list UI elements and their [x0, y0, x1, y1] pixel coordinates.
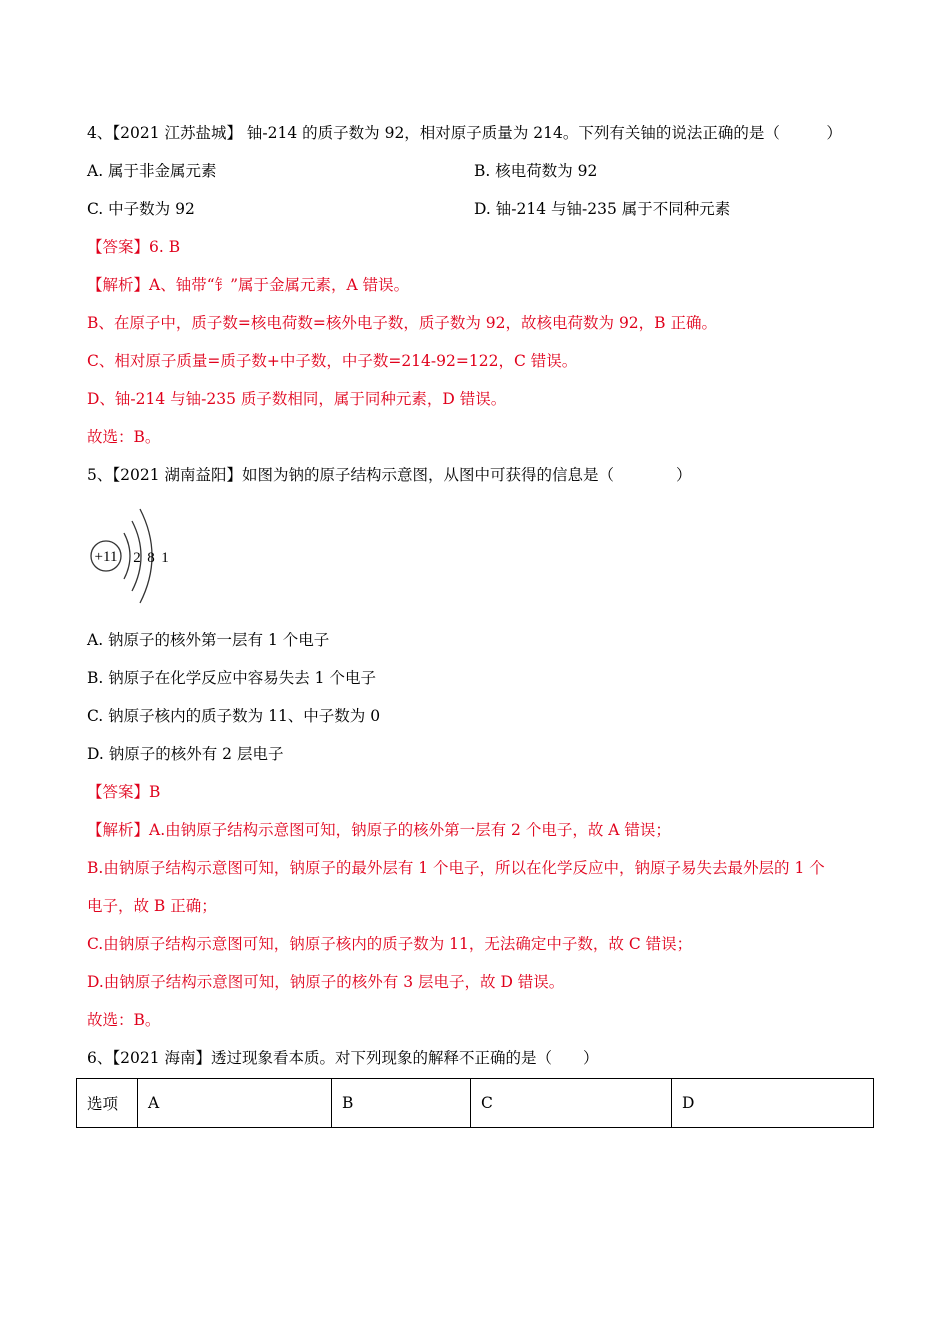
q5-option-c: C. 钠原子核内的质子数为 11、中子数为 0	[87, 707, 381, 725]
nucleus-charge-label: +11	[94, 549, 118, 565]
q4-option-a: A. 属于非金属元素	[87, 162, 217, 180]
q5-option-d: D. 钠原子的核外有 2 层电子	[87, 745, 284, 763]
q5-analysis-line: D.由钠原子结构示意图可知，钠原子的核外有 3 层电子，故 D 错误。	[87, 973, 565, 991]
q4-option-b: B. 核电荷数为 92	[474, 162, 598, 180]
shell-1-electrons: 2	[133, 550, 141, 566]
q5-option-b: B. 钠原子在化学反应中容易失去 1 个电子	[87, 669, 376, 687]
q4-option-d: D. 铀-214 与铀-235 属于不同种元素	[474, 200, 731, 218]
q4-analysis-line: B、在原子中，质子数=核电荷数=核外电子数，质子数为 92，故核电荷数为 92，B 正确。	[87, 314, 717, 332]
q5-answer: 【答案】B	[87, 783, 161, 801]
table-row	[77, 1079, 874, 1128]
shell-2-electrons: 8	[147, 550, 155, 566]
table-header-cell: C	[471, 1079, 672, 1128]
q6-options-table	[76, 1078, 874, 1128]
q4-answer: 【答案】6. B	[87, 238, 181, 256]
table-header-cell: 选项	[77, 1079, 138, 1128]
table-header-cell: D	[672, 1079, 874, 1128]
q4-analysis-line: D、铀-214 与铀-235 质子数相同，属于同种元素，D 错误。	[87, 390, 507, 408]
question-4-stem: 4、【2021 江苏盐城】 铀-214 的质子数为 92，相对原子质量为 214。下列有关铀的说法正确的是（ ）	[87, 124, 842, 142]
table-header-cell: B	[332, 1079, 471, 1128]
question-5-stem: 5、【2021 湖南益阳】如图为钠的原子结构示意图，从图中可获得的信息是（ ）	[87, 466, 692, 484]
q5-analysis-line: 电子，故 B 正确；	[87, 897, 217, 915]
q5-analysis-line: C.由钠原子结构示意图可知，钠原子核内的质子数为 11，无法确定中子数，故 C 错误；	[87, 935, 693, 953]
shell-3-electrons: 1	[161, 550, 169, 566]
q5-conclusion: 故选：B。	[87, 1011, 161, 1029]
q4-analysis-line: 【解析】A、铀带“钅”属于金属元素，A 错误。	[87, 276, 410, 294]
electron-shell-arc-1	[124, 533, 130, 579]
q4-conclusion: 故选：B。	[87, 428, 161, 446]
sodium-atom-structure-diagram	[86, 500, 186, 610]
q5-analysis-line: B.由钠原子结构示意图可知，钠原子的最外层有 1 个电子，所以在化学反应中，钠原子易失去最外层的 1 个	[87, 859, 825, 877]
q5-analysis-line: 【解析】A.由钠原子结构示意图可知，钠原子的核外第一层有 2 个电子，故 A 错误；	[87, 821, 671, 839]
q4-analysis-line: C、相对原子质量=质子数+中子数，中子数=214-92=122，C 错误。	[87, 352, 578, 370]
question-6-stem: 6、【2021 海南】透过现象看本质。对下列现象的解释不正确的是（ ）	[87, 1049, 599, 1067]
table-header-cell: A	[138, 1079, 332, 1128]
q5-option-a: A. 钠原子的核外第一层有 1 个电子	[87, 631, 330, 649]
q4-option-c: C. 中子数为 92	[87, 200, 195, 218]
